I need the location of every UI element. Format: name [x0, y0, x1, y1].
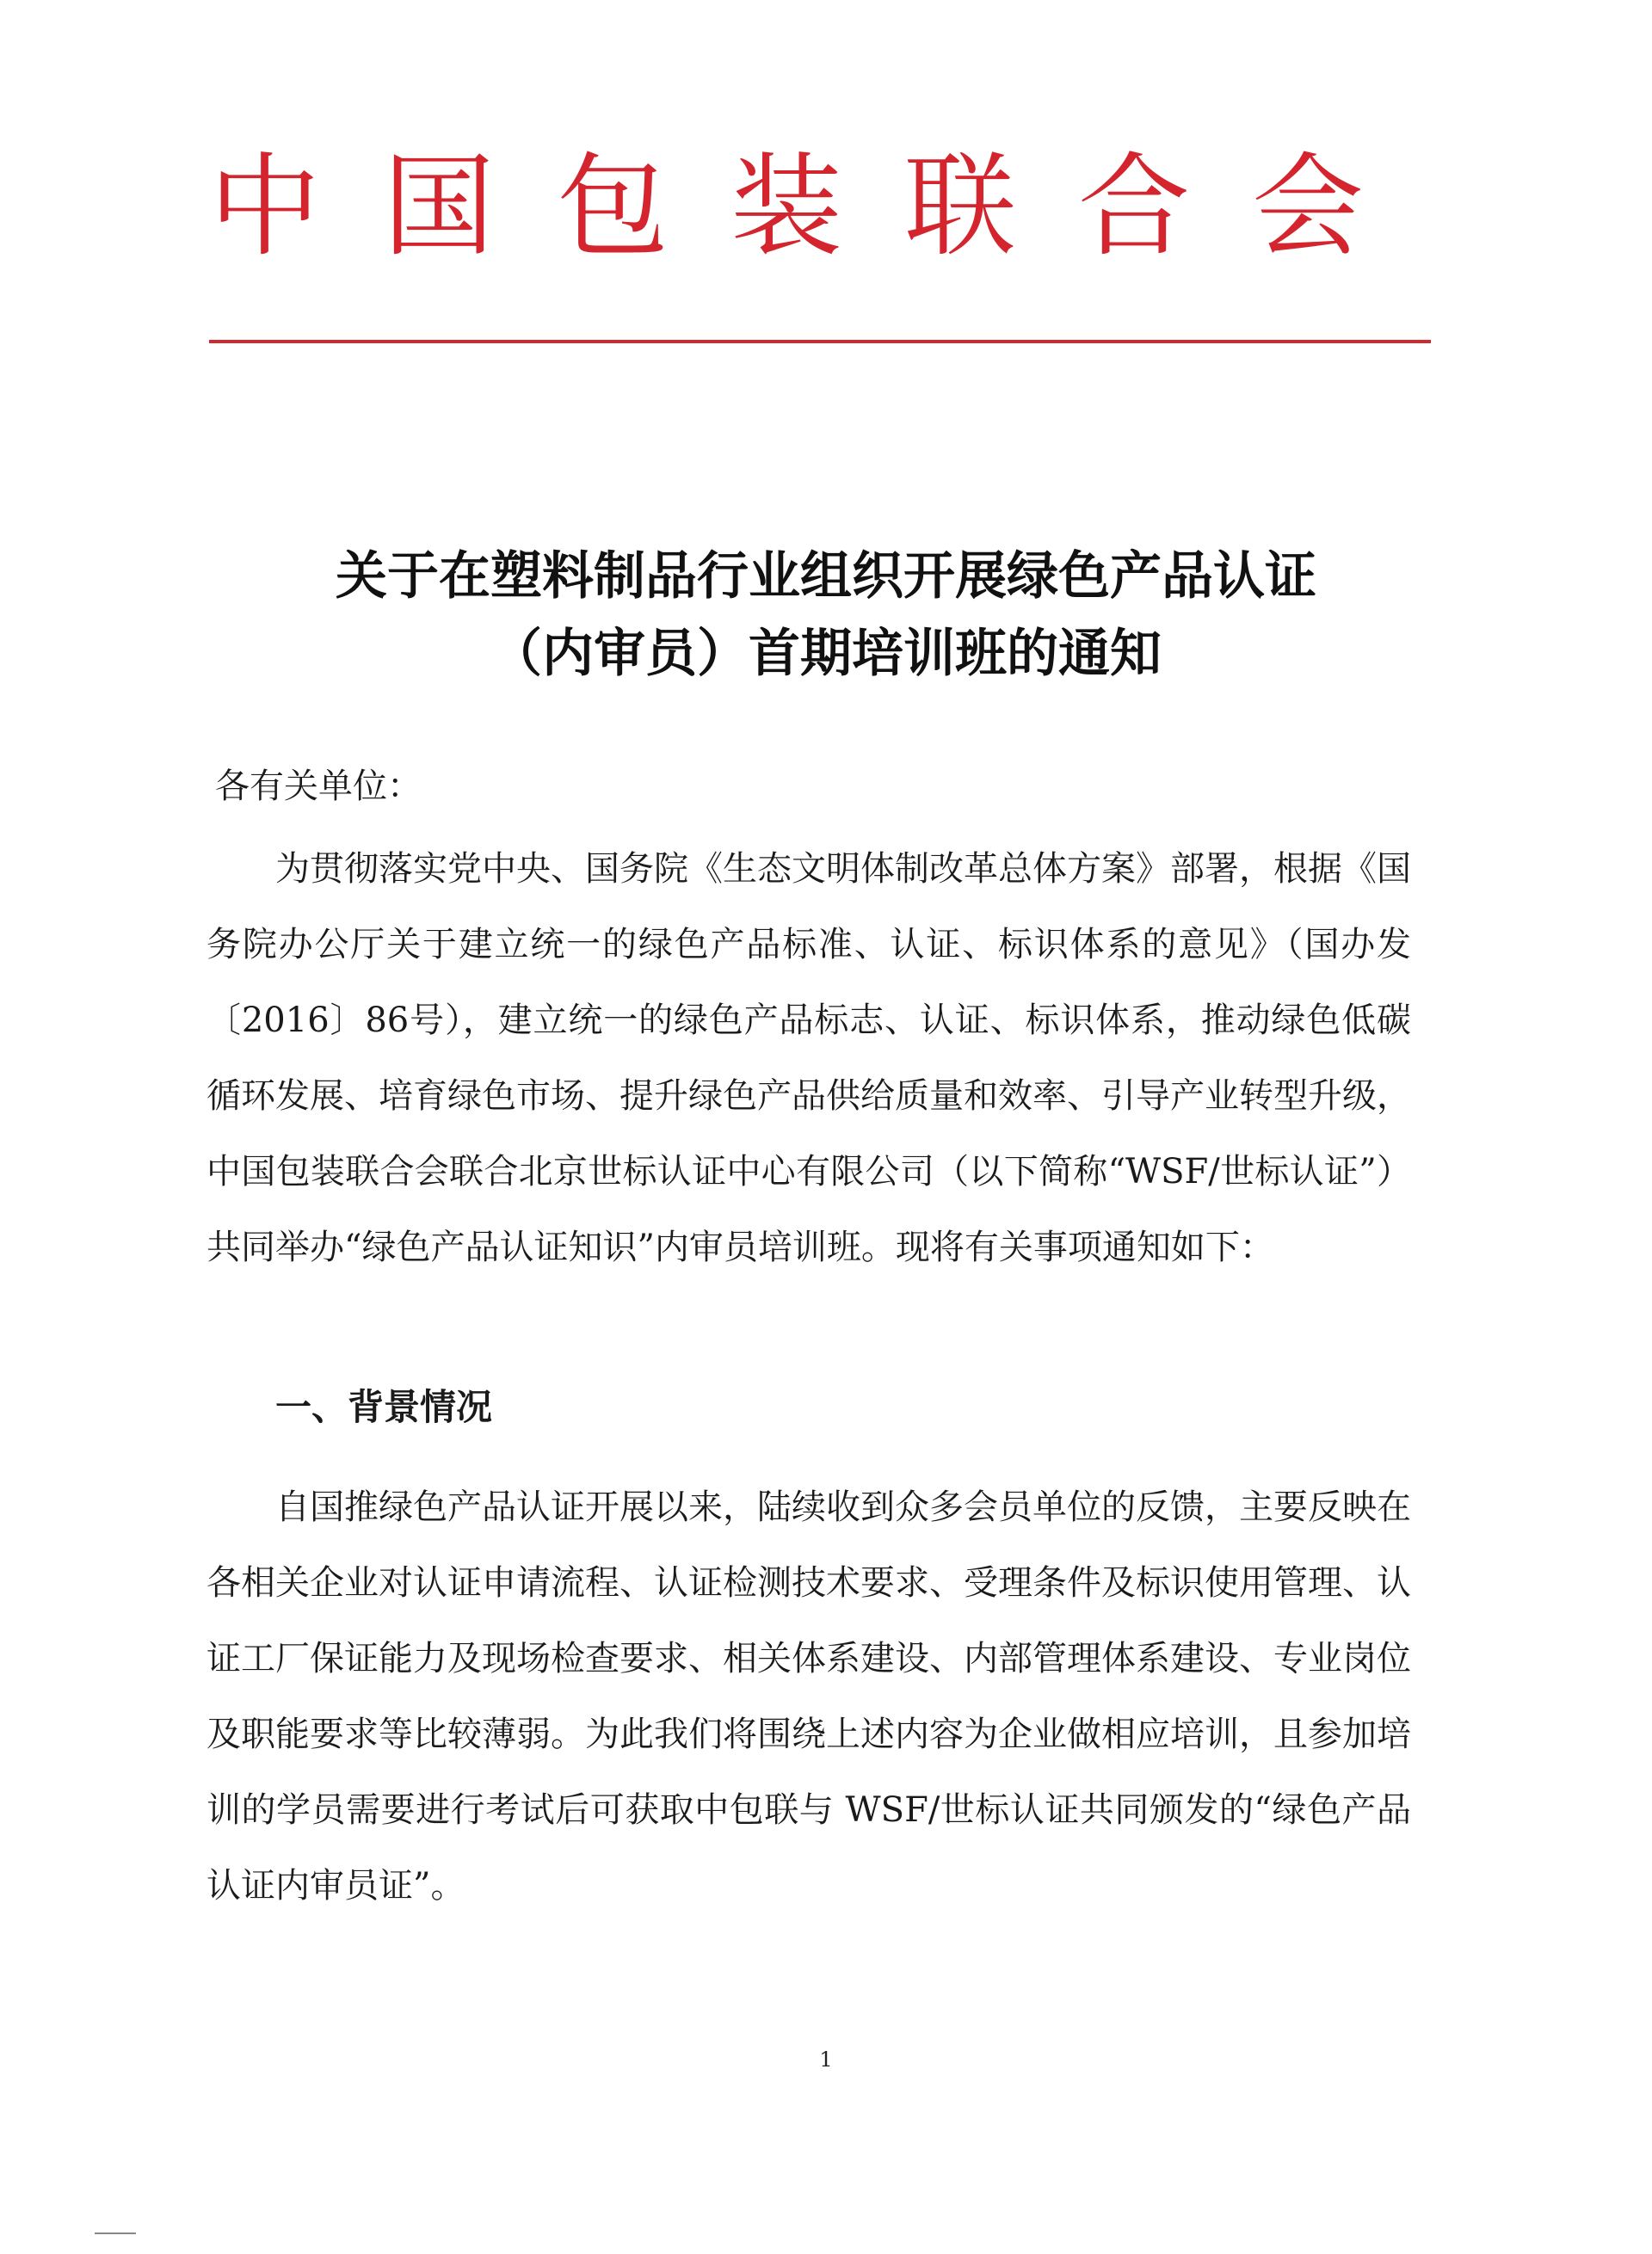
page-number: 1 [819, 2048, 833, 2072]
scan-edge-mark [95, 2232, 136, 2234]
document-title-line-1: 关于在塑料制品行业组织开展绿色产品认证 [336, 546, 1316, 607]
document-title-line-2: （内审员）首期培训班的通知 [490, 624, 1162, 684]
salutation: 各有关单位： [215, 767, 422, 806]
body-paragraph-2: 自国推绿色产品认证开展以来，陆续收到众多会员单位的反馈，主要反映在各相关企业对认证申请流程、认证检测技术要求、受理条件及标识使用管理、认证工厂保证能力及现场检查要求、相关体系建设、内部管理体系建设、专业岗位及职能要求等比较薄弱。为此我们将围绕上述内容为企业做相应培训，且参加培训的学员需要进行考试后可获取中包联与 WSF/世标认证共同颁发的“绿色产品认证内审员证”。 [206, 1487, 1411, 1906]
section-heading-background: 一、背景情况 [275, 1386, 493, 1428]
organization-masthead: 中国包装联合会 [208, 141, 1426, 272]
body-paragraph-1: 为贯彻落实党中央、国务院《生态文明体制改革总体方案》部署，根据《国务院办公厅关于建立统一的绿色产品标准、认证、标识体系的意见》（国办发〔2016〕86号），建立统一的绿色产品标志、认证、标识体系，推动绿色低碳循环发展、培育绿色市场、提升绿色产品供给质量和效率、引导产业转型升级，中国包装联合会联合北京世标认证中心有限公司（以下简称“WSF/世标认证”）共同举办“绿色产品认证知识”内审员培训班。现将有关事项通知如下： [206, 849, 1411, 1267]
masthead-red-rule [209, 340, 1431, 343]
